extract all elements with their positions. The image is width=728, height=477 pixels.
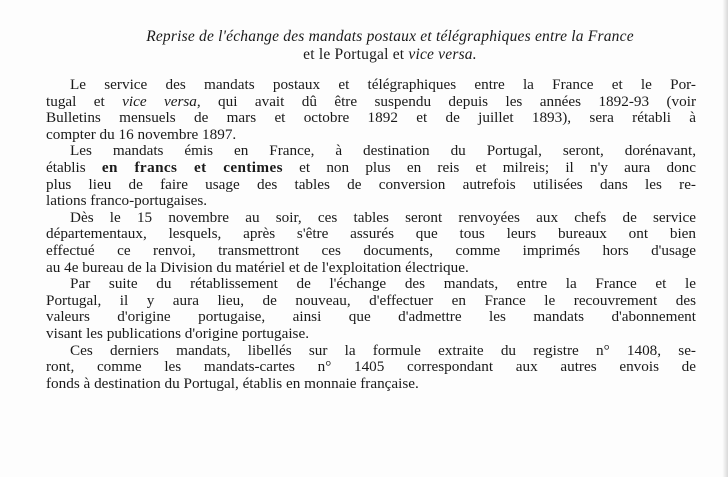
text-segment: Les mandats émis en France, à destination du Portugal, seront, dorénavant, [70,142,696,160]
paragraph-line [46,359,696,376]
text-segment: Par suite du rétablissement de l'échange des mandats, entre la France et le [70,275,696,293]
paragraph-line [46,160,696,177]
text-segment: lations franco-portugaises. [46,192,208,210]
text-segment: , qui avait dû être suspendu depuis les années 1892-93 (voir [196,92,696,110]
paragraph-line [46,226,696,243]
title-line-1: Reprise de l'échange des mandats postaux et télégraphiques entre la France [146,28,634,45]
text-segment: ront, comme les mandats-cartes n° 1405 correspondant aux autres envois de [46,358,696,376]
page-edge-shadow [722,0,728,477]
text-segment: plus lieu de faire usage des tables de conversion autrefois utilisées dans les re- [46,175,696,193]
text-segment: établis [46,158,102,176]
text-segment: départementaux, lesquels, après s'être assurés que tous leurs bureaux ont bien [46,225,696,243]
text-segment: effectué ce renvoi, transmettront ces documents, comme imprimés hors d'usage [46,241,696,259]
paragraph-2 [46,143,696,209]
paragraph-line [46,309,696,326]
text-segment: Bulletins mensuels de mars et octobre 1892 et de juillet 1893), sera rétabli à [46,109,696,127]
page-title [60,28,720,64]
paragraph-line [46,210,696,227]
text-segment: visant les publications d'origine portugaise. [46,324,309,342]
paragraph-line [46,326,696,343]
text-segment: Portugal, il y aura lieu, de nouveau, d'effectuer en France le recouvrement des [46,291,696,309]
paragraph-line [46,143,696,160]
text-segment: au 4e bureau de la Division du matériel et de l'exploitation électrique. [46,258,469,276]
paragraph-line [46,243,696,260]
text-segment: tugal et [46,92,123,110]
text-segment: Ces derniers mandats, libellés sur la formule extraite du registre n° 1408, se- [70,341,696,359]
title-line-2-part-1: et le Portugal et [303,46,409,63]
paragraph-line [46,260,696,277]
text-segment: Dès le 15 novembre au soir, ces tables seront renvoyées aux chefs de service [70,208,696,226]
paragraph-line [46,110,696,127]
text-segment: et non plus en reis et milreis; il n'y aura donc [282,158,697,176]
paragraph-4 [46,276,696,342]
paragraph-5 [46,343,696,393]
paragraph-line [46,127,696,144]
body-text [46,77,696,392]
paragraph-3 [46,210,696,276]
paragraph-line [46,193,696,210]
paragraph-line [46,177,696,194]
paragraph-line [46,94,696,111]
paragraph-line [46,293,696,310]
paragraph-line [46,343,696,360]
text-segment: fonds à destination du Portugal, établis en monnaie française. [46,374,419,392]
emphasized-text: en francs et centimes [101,158,283,176]
text-segment: Le service des mandats postaux et télégraphiques entre la France et le Por- [70,76,696,93]
italic-text: vice versa [122,92,197,110]
text-segment: valeurs d'origine portugaise, ainsi que d'admettre les mandats d'abonnement [46,308,696,326]
paragraph-line [46,77,696,94]
paragraph-line [46,376,696,393]
paragraph-line [46,276,696,293]
title-line-2 [60,46,720,64]
title-line-2-part-2: vice versa. [408,46,477,63]
paragraph-1 [46,77,696,143]
text-segment: compter du 16 novembre 1897. [46,125,237,143]
